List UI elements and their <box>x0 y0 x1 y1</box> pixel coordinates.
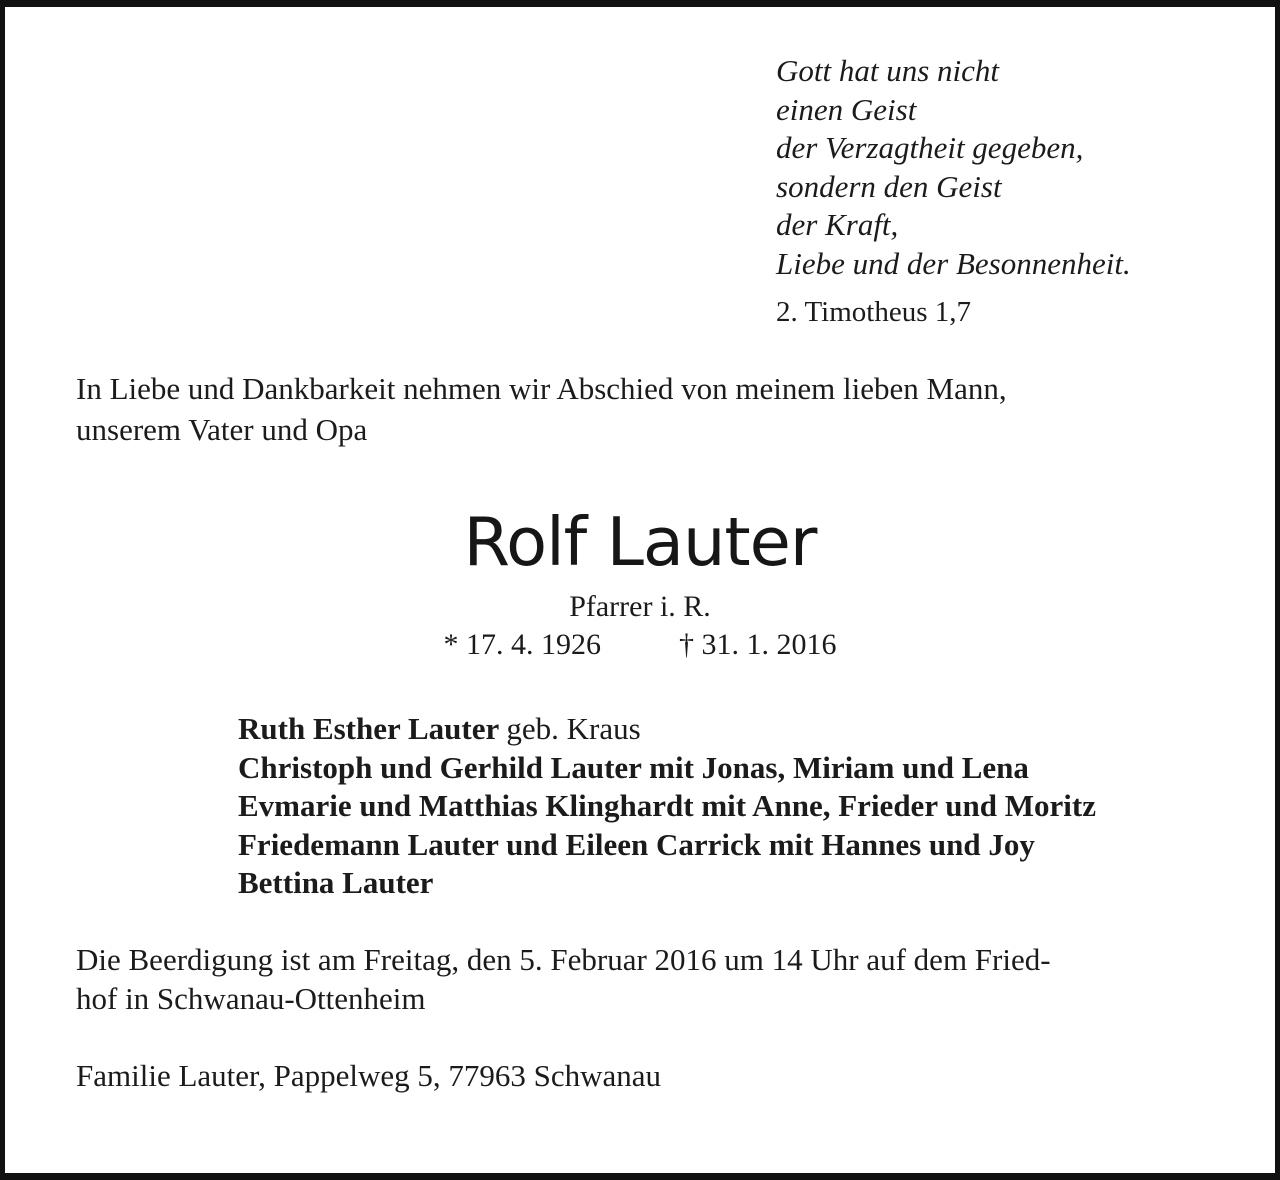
mourner-row: Evmarie und Matthias Klinghardt mit Anne, Frieder und Moritz <box>238 788 1096 823</box>
intro-line: In Liebe und Dankbarkeit nehmen wir Abschied von meinem lieben Mann, <box>76 371 1007 406</box>
birth-date: * 17. 4. 1926 <box>443 628 601 661</box>
funeral-line: hof in Schwanau-Ottenheim <box>76 981 426 1016</box>
funeral-info <box>76 940 1051 1018</box>
intro-line: unserem Vater und Opa <box>76 412 368 447</box>
funeral-line: Die Beerdigung ist am Freitag, den 5. Februar 2016 um 14 Uhr auf dem Fried- <box>76 942 1051 977</box>
mourner-spouse <box>238 710 1096 749</box>
verse-line: sondern den Geist <box>776 168 1002 204</box>
verse-line: der Verzagtheit gegeben, <box>776 130 1084 165</box>
spouse-name: Ruth Esther Lauter <box>238 711 499 746</box>
bible-verse <box>776 52 1131 283</box>
verse-line: einen Geist <box>776 91 917 127</box>
mourners-list <box>238 710 1096 903</box>
spouse-maiden-name: geb. Kraus <box>506 711 641 746</box>
verse-line: Gott hat uns nicht <box>776 53 1000 88</box>
deceased-title: Pfarrer i. R. <box>569 590 711 623</box>
verse-line: Liebe und der Besonnenheit. <box>776 245 1131 281</box>
mourner-row: Christoph und Gerhild Lauter mit Jonas, Miriam und Lena <box>238 749 1029 785</box>
verse-line: der Kraft, <box>776 207 899 242</box>
death-date: † 31. 1. 2016 <box>679 628 837 661</box>
family-address: Familie Lauter, Pappelweg 5, 77963 Schwanau <box>76 1058 662 1093</box>
verse-reference: 2. Timotheus 1,7 <box>776 296 971 328</box>
mourner-row: Friedemann Lauter und Eileen Carrick mit Hannes und Joy <box>238 826 1035 862</box>
mourner-row: Bettina Lauter <box>238 865 434 900</box>
life-dates <box>0 626 1280 664</box>
deceased-name: Rolf Lauter <box>463 503 817 581</box>
intro-text <box>76 368 1007 450</box>
